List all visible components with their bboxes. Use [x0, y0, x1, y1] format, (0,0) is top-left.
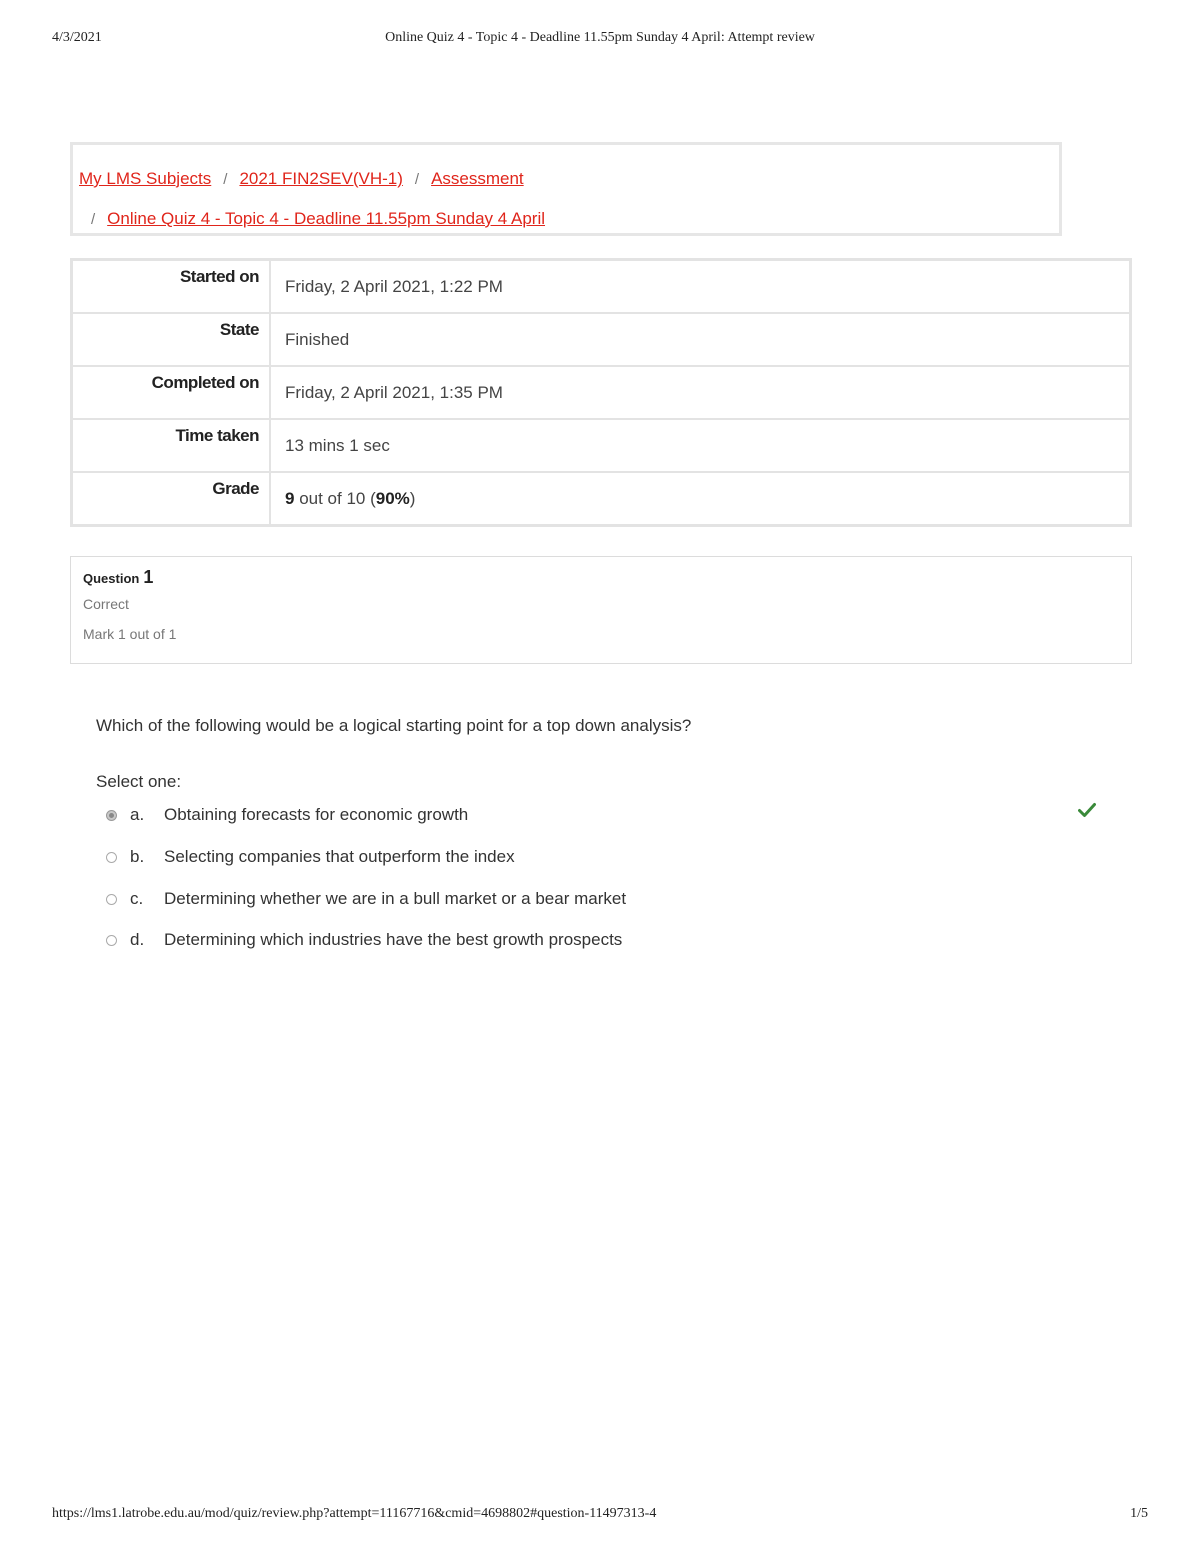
breadcrumb-link-assessment[interactable]: Assessment [431, 169, 524, 188]
summary-row-time-taken [72, 419, 1131, 472]
answer-option-a[interactable] [106, 803, 468, 827]
question-text: Which of the following would be a logical starting point for a top down analysis? [96, 716, 692, 735]
summary-label: State [72, 313, 271, 366]
question-mark: Mark 1 out of 1 [83, 626, 177, 642]
summary-label: Started on [72, 260, 271, 314]
summary-row-completed [72, 366, 1131, 419]
summary-value: Friday, 2 April 2021, 1:22 PM [285, 277, 503, 296]
grade-close: ) [409, 489, 416, 508]
summary-label: Completed on [72, 366, 271, 419]
breadcrumb-separator: / [223, 170, 228, 188]
summary-row-started [72, 260, 1131, 314]
summary-label: Time taken [72, 419, 271, 472]
print-page-number: 1/5 [1130, 1506, 1148, 1521]
print-url: https://lms1.latrobe.edu.au/mod/quiz/review.php?attempt=11167716&cmid=4698802#question-11497313-4 [52, 1506, 657, 1521]
answer-text: Determining whether we are in a bull market or a bear market [164, 889, 627, 908]
grade-out-of: out of 10 ( [294, 489, 376, 508]
summary-label: Grade [72, 472, 271, 526]
answer-text: Determining which industries have the best growth prospects [164, 930, 623, 949]
summary-value: Finished [285, 330, 350, 349]
answer-letter: a. [130, 805, 145, 824]
grade-score: 9 [285, 489, 295, 508]
summary-row-grade [72, 472, 1131, 526]
grade-percent: 90% [375, 489, 410, 508]
summary-value: Friday, 2 April 2021, 1:35 PM [285, 383, 503, 402]
answer-letter: b. [130, 847, 145, 866]
answer-option-c[interactable] [106, 887, 626, 911]
answer-option-b[interactable] [106, 845, 515, 869]
checkmark-icon [1078, 802, 1096, 818]
radio-button[interactable] [106, 852, 117, 863]
summary-value: 13 mins 1 sec [285, 436, 390, 455]
print-date: 4/3/2021 [52, 30, 102, 45]
breadcrumb [70, 142, 1062, 236]
question-state: Correct [83, 596, 129, 612]
question-info-box [70, 556, 1132, 664]
answer-text: Selecting companies that outperform the index [164, 847, 515, 866]
summary-row-state [72, 313, 1131, 366]
breadcrumb-link-subject[interactable]: 2021 FIN2SEV(VH-1) [239, 169, 403, 188]
answer-text: Obtaining forecasts for economic growth [164, 805, 469, 824]
answer-prompt: Select one: [96, 772, 182, 791]
radio-button-selected[interactable] [106, 810, 117, 821]
grade-value [271, 473, 1129, 509]
breadcrumb-link-my-lms-subjects[interactable]: My LMS Subjects [79, 169, 212, 188]
radio-button[interactable] [106, 935, 117, 946]
question-number: 1 [143, 567, 154, 587]
attempt-summary-table [70, 258, 1132, 527]
breadcrumb-separator: / [91, 210, 96, 228]
answer-letter: d. [130, 930, 145, 949]
breadcrumb-link-quiz[interactable]: Online Quiz 4 - Topic 4 - Deadline 11.55pm Sunday 4 April [107, 209, 546, 228]
print-title: Online Quiz 4 - Topic 4 - Deadline 11.55pm Sunday 4 April: Attempt review [385, 30, 815, 45]
breadcrumb-separator: / [414, 170, 420, 188]
question-label: Question [83, 571, 140, 586]
answer-letter: c. [130, 889, 144, 908]
radio-button[interactable] [106, 894, 117, 905]
answer-option-d[interactable] [106, 928, 622, 952]
